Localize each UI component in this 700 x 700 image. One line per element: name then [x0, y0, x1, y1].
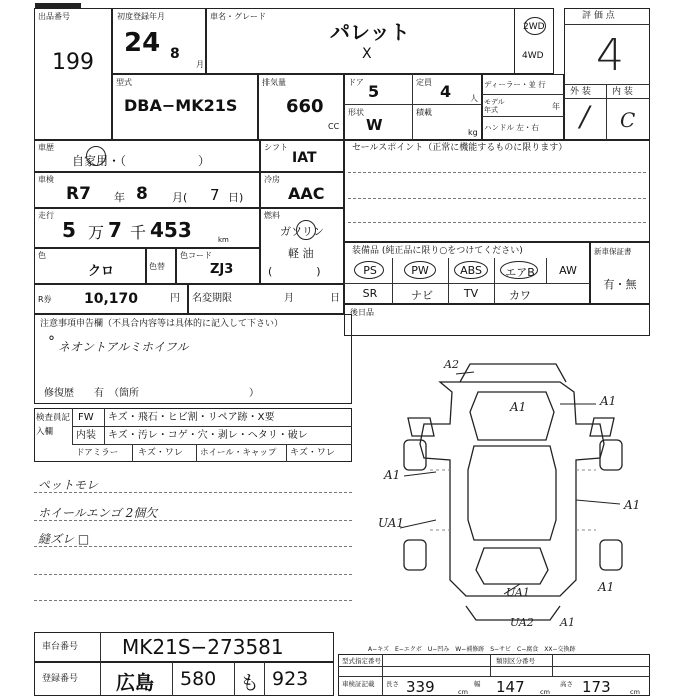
body-label: 形状: [348, 108, 364, 117]
fuel-paren: ( ): [268, 265, 321, 278]
equip-sr: SR: [362, 287, 378, 300]
equip-ps-circle: [354, 261, 384, 279]
reg-class: 580: [180, 668, 217, 690]
private-use-circle: [86, 146, 106, 166]
damage-mark-a2: A2: [444, 358, 459, 371]
mileage-man-unit: 万: [88, 223, 105, 242]
transfer-month-unit: 月: [284, 293, 294, 304]
inspector-label: 検査員記入欄: [36, 413, 71, 437]
damage-mark-a1-right: A1: [624, 498, 641, 512]
first-reg-label: 初度登録年月: [117, 12, 165, 21]
use-value: 自家用・（ ）: [72, 154, 211, 168]
warranty-value: 有・無: [603, 278, 637, 291]
height: 173: [582, 678, 611, 696]
fuel-gas: ガソリン: [280, 225, 324, 238]
color-code-label: 色コード: [180, 251, 212, 260]
first-reg-month: 8: [170, 46, 180, 62]
bullet-dot: °: [48, 334, 55, 350]
lot-number-label: 出品番号: [38, 12, 70, 21]
handle-label: ハンドル 左・右: [484, 123, 539, 132]
damage-mark-ua1-left: UA1: [378, 516, 405, 530]
color-label: 色: [38, 251, 46, 260]
fuel-gas-circle: [296, 220, 316, 240]
hand-note-1: ペットモレ: [38, 478, 99, 492]
mileage-rest: 453: [150, 218, 192, 242]
category-label: 類別区分番号: [496, 657, 535, 665]
score-label: 評 価 点: [582, 11, 615, 21]
inspection-day: 7: [210, 186, 220, 204]
doors: 5: [368, 82, 380, 101]
fuel-diesel: 軽 油: [288, 247, 314, 260]
chassis-label: 車台番号: [42, 642, 79, 652]
damage-mark-a1-left: A1: [384, 468, 401, 482]
reg-area: 広島: [116, 672, 155, 694]
doors-capacity-box: [344, 74, 482, 140]
length: 339: [406, 678, 435, 696]
interior-grade: C: [620, 108, 636, 132]
equip-pw: PW: [411, 264, 429, 277]
declaration-text: ネオントアルミホイフル: [58, 340, 189, 354]
first-reg-month-unit: 月: [196, 60, 204, 69]
kg-unit: kg: [468, 128, 478, 137]
equipment-label: 装備品 (純正品に限り○をつけてください): [352, 246, 523, 256]
shift-label: シフト: [264, 143, 288, 152]
body: W: [366, 116, 383, 134]
dealer-label: ディーラー・並 行: [484, 80, 546, 89]
repair-label: 修復歴 有 （箇所 ）: [44, 388, 259, 399]
damage-mark-ua1-rear: UA1: [506, 586, 530, 599]
damage-mark-a1-front: A1: [510, 400, 527, 414]
interior-label: 内 装: [612, 87, 633, 97]
size-label: 車検証記載: [342, 680, 375, 688]
car-name-label: 車名・グレード: [210, 12, 266, 21]
rear-seat-label: 後日品: [350, 308, 374, 317]
inspection-era: R7: [66, 184, 91, 204]
rear-seat-box: [344, 304, 650, 336]
mileage-sen: 7: [108, 218, 122, 242]
year-unit: 年: [552, 102, 560, 111]
equip-abs-circle: [454, 261, 488, 279]
damage-mark-ua2-rear: UA2: [510, 616, 534, 629]
ac: AAC: [288, 184, 325, 203]
first-reg-year: 24: [124, 28, 161, 58]
equip-tv: TV: [463, 287, 479, 300]
capacity-label: 定員: [416, 78, 432, 87]
mileage-man: 5: [62, 218, 76, 242]
use-label: 車歴: [38, 143, 54, 152]
km-unit: km: [218, 236, 229, 244]
warranty-label: 新車保証書: [594, 247, 632, 256]
check-interior: 内装: [76, 430, 96, 441]
recycle-label: R券: [38, 295, 52, 304]
exterior-grade: /: [580, 100, 590, 133]
check-fw-items: キズ・飛石・ヒビ割・リペア跡・X要: [108, 412, 275, 423]
check-fw: FW: [78, 412, 94, 423]
sales-point-box: [344, 140, 650, 242]
check-mirror: ドアミラー: [76, 448, 119, 458]
declaration-label: 注意事項申告欄（不具合内容等は具体的に記入して下さい）: [40, 319, 284, 329]
equip-leather: カワ: [509, 289, 531, 302]
check-wheelcap: ホイール・キャップ: [200, 448, 277, 458]
damage-mark-a1-rear-right: A1: [598, 580, 615, 594]
yen-unit: 円: [170, 293, 180, 304]
reg-kana: も: [240, 672, 260, 694]
model-year-label: モデル年式: [484, 98, 505, 114]
person-unit: 人: [470, 94, 478, 103]
height-label: 高さ: [560, 680, 573, 688]
hand-note-2: ホイールエンゴ 2個欠: [38, 506, 158, 520]
doors-label: ドア: [348, 78, 364, 87]
certificate-label: 型式指定番号: [342, 657, 381, 665]
length-label: 長さ: [386, 680, 399, 688]
load-label: 積載: [416, 108, 432, 117]
model-label: 型式: [116, 78, 132, 87]
ac-label: 冷房: [264, 175, 280, 184]
fuel-label: 燃料: [264, 211, 280, 220]
mileage-sen-unit: 千: [130, 223, 147, 242]
cc-unit: CC: [328, 122, 340, 131]
transfer-label: 名変期限: [192, 293, 232, 304]
equip-airbag: エアB: [505, 266, 535, 279]
equip-abs: ABS: [460, 264, 482, 277]
displacement: 660: [286, 96, 324, 117]
hand-note-3: 縫ズレ □: [38, 532, 90, 546]
width-label: 幅: [474, 680, 481, 688]
sales-point-label: セールスポイント（正常に機能するものに限ります）: [352, 143, 568, 153]
height-cm-unit: cm: [630, 688, 640, 696]
mileage-label: 走行: [38, 211, 54, 220]
check-mirror-items: キズ・ワレ: [138, 448, 183, 458]
grade: X: [362, 46, 372, 62]
displacement-label: 排気量: [262, 78, 286, 87]
chassis: MK21S−273581: [122, 635, 284, 659]
equip-aw: AW: [559, 264, 577, 277]
width: 147: [496, 678, 525, 696]
equip-navi: ナビ: [411, 289, 433, 302]
length-cm-unit: cm: [458, 688, 468, 696]
damage-mark-a1-rear: A1: [560, 616, 575, 629]
model: DBA−MK21S: [124, 96, 238, 115]
score: 4: [596, 30, 624, 81]
equip-pw-circle: [404, 261, 436, 279]
color: クロ: [88, 264, 115, 279]
exterior-label: 外 装: [570, 87, 591, 97]
width-cm-unit: cm: [540, 688, 550, 696]
drive-2wd: 2WD: [523, 22, 545, 32]
reg-number: 923: [272, 668, 309, 690]
check-wheelcap-items: キズ・ワレ: [290, 448, 335, 458]
capacity: 4: [440, 82, 452, 101]
shift: IAT: [292, 150, 317, 166]
inspection-month: 8: [136, 184, 148, 204]
check-interior-items: キズ・汚レ・コゲ・穴・剥レ・ヘタリ・破レ: [108, 430, 308, 441]
equip-ps: PS: [363, 264, 377, 277]
registration-label: 登録番号: [42, 674, 79, 684]
inspection-label: 車検: [38, 175, 54, 184]
color-change-label: 色替: [149, 262, 165, 271]
color-code: ZJ3: [210, 262, 234, 277]
inspection-month-unit: 月(: [172, 191, 188, 204]
damage-legend: A−キズ E−エクボ U−凹み W−補修跡 S−サビ C−腐食 XX−交換跡: [368, 646, 576, 653]
lot-number: 199: [52, 50, 94, 75]
car-name: パレット: [330, 20, 410, 44]
drive-4wd: 4WD: [522, 51, 544, 61]
inspection-year-unit: 年: [114, 191, 125, 204]
recycle-amount: 10,170: [84, 291, 139, 307]
transfer-day-unit: 日: [330, 293, 340, 304]
inspection-day-unit: 日): [228, 191, 244, 204]
equip-airbag-circle: [500, 261, 538, 279]
damage-mark-a1-right-mirror: A1: [600, 394, 617, 408]
